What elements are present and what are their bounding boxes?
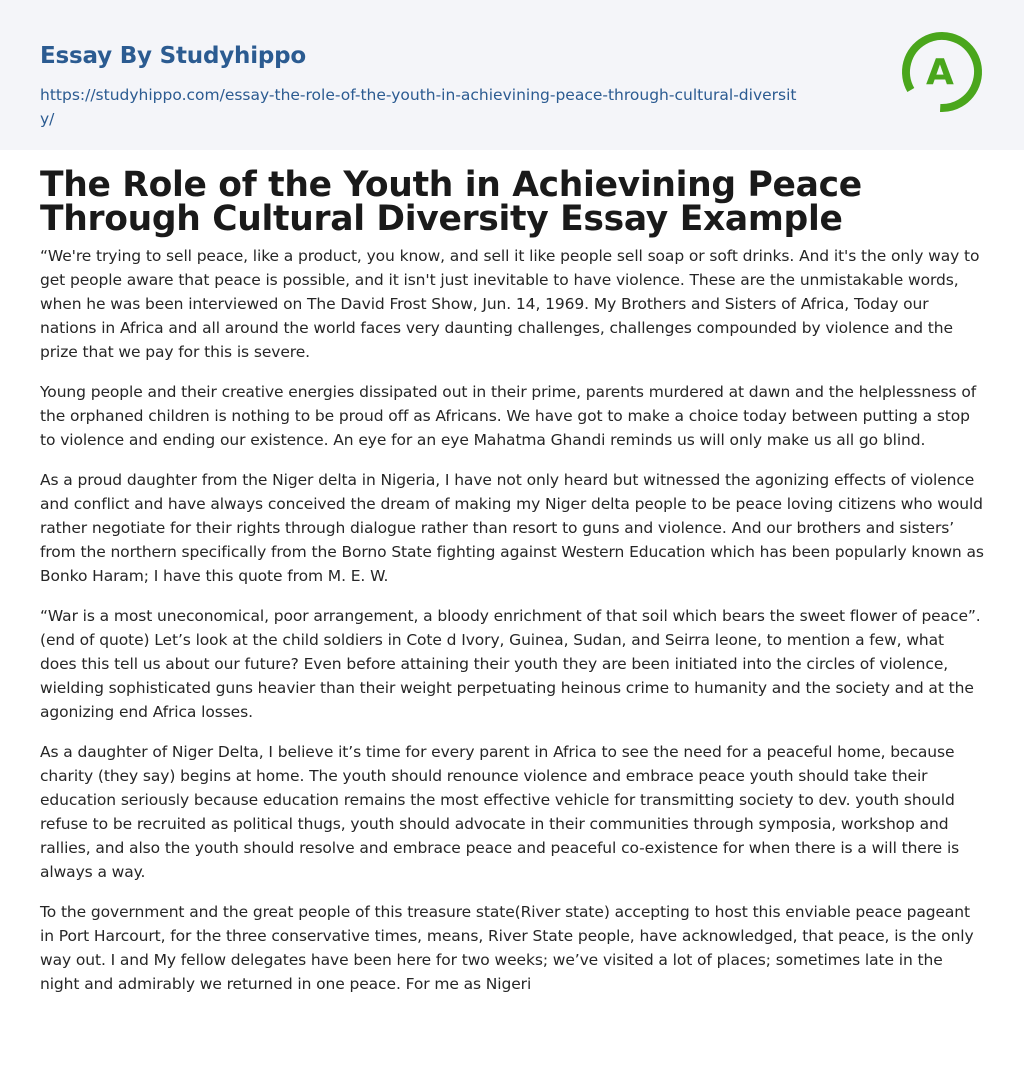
studyhippo-logo-icon[interactable] [900, 30, 984, 114]
essay-paragraph-4: “War is a most uneconomical, poor arrangement, a bloody enrichment of that soil which bears the sweet flower of peace”. (end of quote) Let’s look at the child soldiers in Cote d Ivory, Guinea, Sudan, and Seirra leone, to mention a few, what does this tell us about our future? Even before attaining their youth they are been initiated into the circles of violence, wielding sophisticated guns heavier than their weight perpetuating heinous crime to humanity and the society and at the agonizing end Africa losses. [40, 607, 981, 721]
logo-letter: A [926, 52, 954, 93]
essay-paragraph-1: “We're trying to sell peace, like a product, you know, and sell it like people sell soap or soft drinks. And it's the only way to get people aware that peace is possible, and it isn't just inevitable to have violence. These are the unmistakable words, when he was been interviewed on The David Frost Show, Jun. 14, 1969. My Brothers and Sisters of Africa, Today our nations in Africa and all around the world faces very daunting challenges, challenges compounded by violence and the prize that we pay for this is severe. [40, 247, 980, 361]
page-title: The Role of the Youth in Achievining Peace Through Cultural Diversity Essay Example [40, 165, 862, 239]
essay-paragraph-6: To the government and the great people of this treasure state(River state) accepting to host this enviable peace pageant in Port Harcourt, for the three conservative times, means, River State people, have acknowledged, that peace, is the only way out. I and My fellow delegates have been here for two weeks; we’ve visited a lot of places; sometimes late in the night and admirably we returned in one peace. For me as Nigeri [40, 903, 974, 993]
essay-paragraph-5: As a daughter of Niger Delta, I believe it’s time for every parent in Africa to see the need for a peaceful home, because charity (they say) begins at home. The youth should renounce violence and embrace peace youth should take their education seriously because education remains the most effective vehicle for transmitting society to dev. youth should refuse to be recruited as political thugs, youth should advocate in their communities through symposia, workshop and rallies, and also the youth should resolve and embrace peace and peaceful co-existence for when there is a will there is always a way. [40, 743, 960, 881]
essay-paragraph-2: Young people and their creative energies dissipated out in their prime, parents murdered at dawn and the helplessness of the orphaned children is nothing to be proud off as Africans. We have got to make a choice today between putting a stop to violence and ending our existence. An eye for an eye Mahatma Ghandi reminds us will only make us all go blind. [40, 383, 977, 449]
essay-paragraph-3: As a proud daughter from the Niger delta in Nigeria, I have not only heard but witnessed the agonizing effects of violence and conflict and have always conceived the dream of making my Niger delta people to be peace loving citizens who would rather negotiate for their rights through dialogue rather than resort to guns and violence. And our brothers and sisters’ from the northern specifically from the Borno State fighting against Western Education which has been popularly known as Bonko Haram; I have this quote from M. E. W. [40, 471, 984, 585]
site-title[interactable]: Essay By Studyhippo [40, 43, 307, 69]
essay-content [0, 150, 1024, 996]
essay-url-link[interactable]: https://studyhippo.com/essay-the-role-of-the-youth-in-achievining-peace-through-cultural-diversity/ [40, 86, 797, 128]
site-header [0, 0, 1024, 150]
